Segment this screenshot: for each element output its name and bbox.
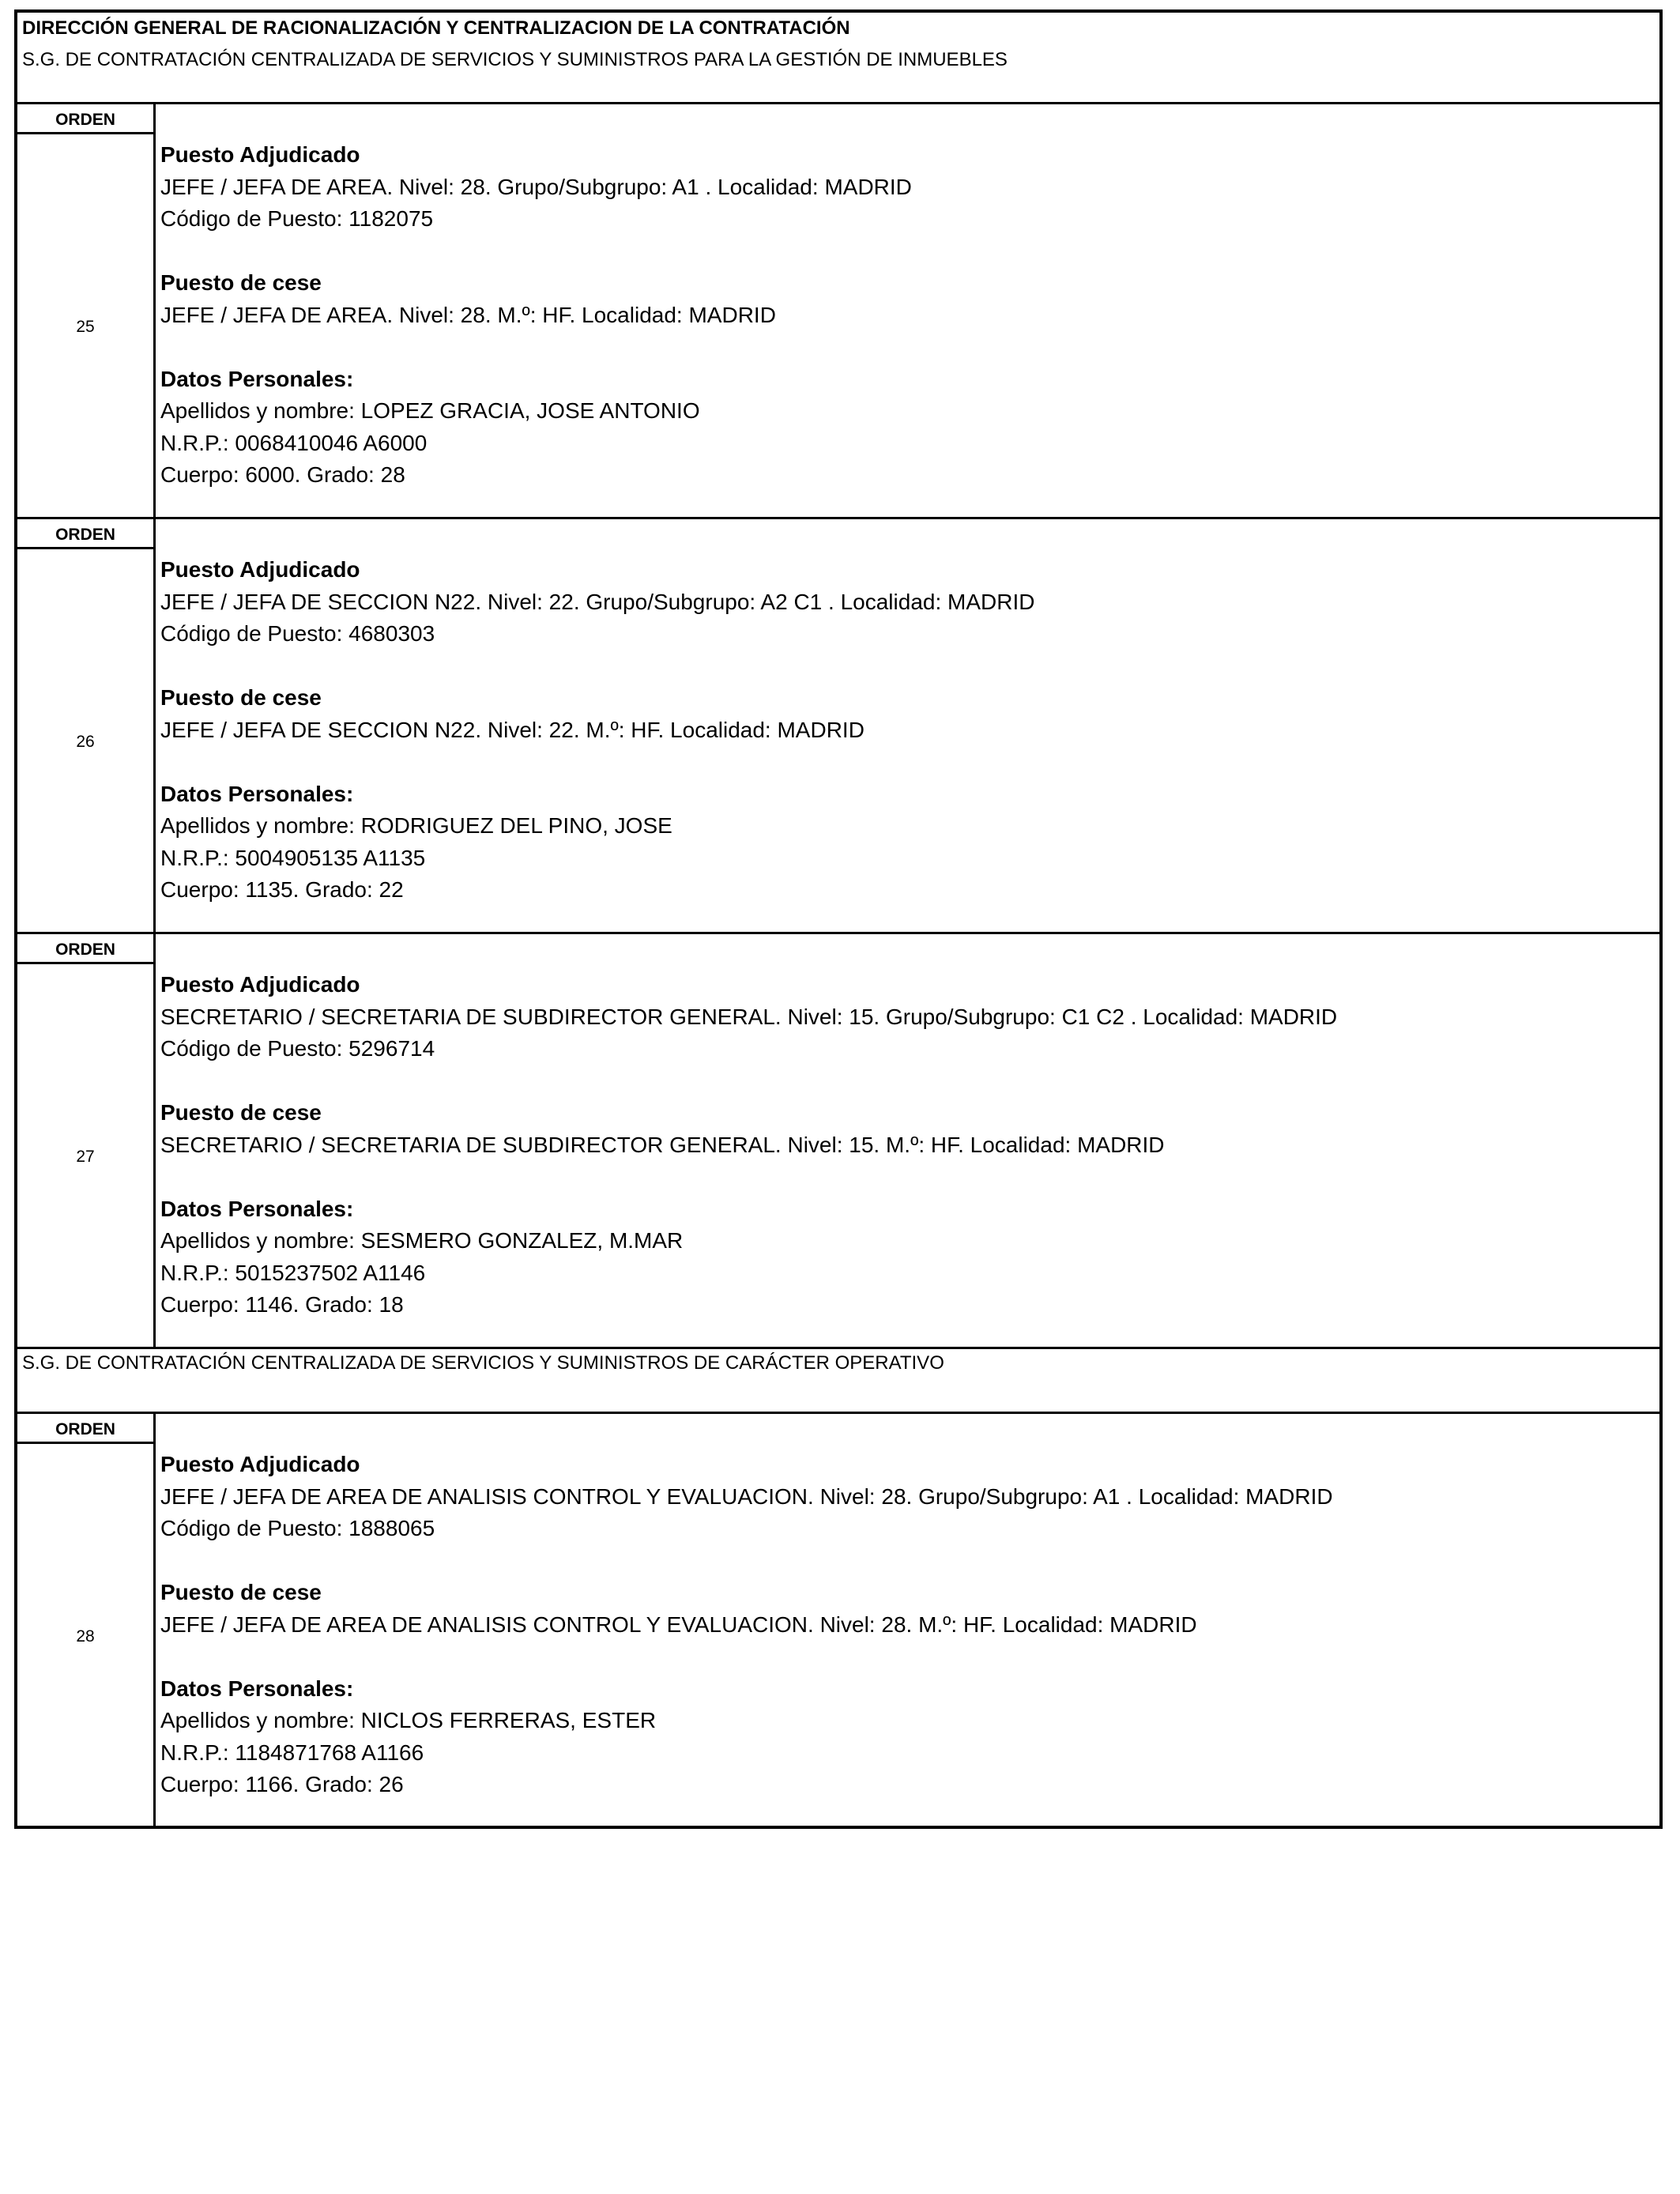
puesto-cese-text: JEFE / JEFA DE AREA. Nivel: 28. M.º: HF. Localidad: MADRID xyxy=(160,302,776,327)
header-block xyxy=(17,9,1659,104)
section-title: S.G. DE CONTRATACIÓN CENTRALIZADA DE SERVICIOS Y SUMINISTROS DE CARÁCTER OPERATIVO xyxy=(22,1352,944,1374)
puesto-cese-text: JEFE / JEFA DE AREA DE ANALISIS CONTROL Y EVALUACION. Nivel: 28. M.º: HF. Localidad: MADRID xyxy=(160,1612,1197,1637)
entry-row xyxy=(17,934,1659,1349)
puesto-cese-heading: Puesto de cese xyxy=(160,1100,322,1125)
codigo-puesto: Código de Puesto: 1888065 xyxy=(160,1516,435,1540)
datos-personales-heading: Datos Personales: xyxy=(160,781,354,806)
orden-label: ORDEN xyxy=(17,519,153,549)
puesto-cese-text: SECRETARIO / SECRETARIA DE SUBDIRECTOR GENERAL. Nivel: 15. M.º: HF. Localidad: MADRID xyxy=(160,1132,1165,1157)
nrp: N.R.P.: 5004905135 A1135 xyxy=(160,845,426,870)
orden-number: 27 xyxy=(76,1148,95,1166)
codigo-puesto: Código de Puesto: 4680303 xyxy=(160,621,435,646)
puesto-adjudicado-text: JEFE / JEFA DE AREA DE ANALISIS CONTROL Y EVALUACION. Nivel: 28. Grupo/Subgrupo: A1 . Localidad: MADRID xyxy=(160,1483,1333,1509)
entry-row xyxy=(17,519,1659,934)
nrp: N.R.P.: 0068410046 A6000 xyxy=(160,430,428,455)
codigo-puesto: Código de Puesto: 1182075 xyxy=(160,206,434,231)
orden-column xyxy=(17,104,156,517)
entry-content xyxy=(156,519,1659,932)
puesto-adjudicado-text: SECRETARIO / SECRETARIA DE SUBDIRECTOR GENERAL. Nivel: 15. Grupo/Subgrupo: C1 C2 . Localidad: MADRID xyxy=(160,1004,1338,1029)
orden-number: 26 xyxy=(76,733,95,751)
orden-number: 25 xyxy=(76,318,95,336)
puesto-cese-heading: Puesto de cese xyxy=(160,1580,322,1604)
apellidos-nombre: Apellidos y nombre: RODRIGUEZ DEL PINO, JOSE xyxy=(160,813,672,838)
apellidos-nombre: Apellidos y nombre: SESMERO GONZALEZ, M.MAR xyxy=(160,1228,684,1253)
puesto-cese-text: JEFE / JEFA DE SECCION N22. Nivel: 22. M.º: HF. Localidad: MADRID xyxy=(160,717,864,742)
orden-label: ORDEN xyxy=(17,1414,153,1444)
apellidos-nombre: Apellidos y nombre: LOPEZ GRACIA, JOSE ANTONIO xyxy=(160,398,700,423)
section-heading xyxy=(17,1349,1659,1414)
orden-label: ORDEN xyxy=(17,104,153,134)
puesto-adjudicado-heading: Puesto Adjudicado xyxy=(160,972,360,997)
datos-personales-heading: Datos Personales: xyxy=(160,1676,354,1701)
cuerpo-grado: Cuerpo: 1146. Grado: 18 xyxy=(160,1292,404,1317)
orden-number: 28 xyxy=(76,1627,95,1646)
puesto-adjudicado-heading: Puesto Adjudicado xyxy=(160,1452,360,1476)
nrp: N.R.P.: 5015237502 A1146 xyxy=(160,1260,426,1285)
orden-column xyxy=(17,934,156,1347)
codigo-puesto: Código de Puesto: 5296714 xyxy=(160,1036,435,1061)
cuerpo-grado: Cuerpo: 1166. Grado: 26 xyxy=(160,1772,404,1796)
entry-content xyxy=(156,1414,1659,1826)
entry-row xyxy=(17,1414,1659,1829)
datos-personales-heading: Datos Personales: xyxy=(160,366,354,391)
header-subtitle: S.G. DE CONTRATACIÓN CENTRALIZADA DE SERVICIOS Y SUMINISTROS PARA LA GESTIÓN DE INMUEBLES xyxy=(22,49,1008,70)
puesto-adjudicado-heading: Puesto Adjudicado xyxy=(160,142,360,167)
puesto-adjudicado-heading: Puesto Adjudicado xyxy=(160,557,360,582)
orden-column xyxy=(17,1414,156,1826)
entry-row xyxy=(17,104,1659,519)
apellidos-nombre: Apellidos y nombre: NICLOS FERRERAS, ESTER xyxy=(160,1708,657,1732)
puesto-cese-heading: Puesto de cese xyxy=(160,685,322,710)
document-table xyxy=(14,9,1663,1829)
header-title: DIRECCIÓN GENERAL DE RACIONALIZACIÓN Y CENTRALIZACION DE LA CONTRATACIÓN xyxy=(22,17,850,39)
puesto-cese-heading: Puesto de cese xyxy=(160,270,322,295)
nrp: N.R.P.: 1184871768 A1166 xyxy=(160,1740,424,1765)
orden-column xyxy=(17,519,156,932)
entry-content xyxy=(156,934,1659,1347)
puesto-adjudicado-text: JEFE / JEFA DE AREA. Nivel: 28. Grupo/Subgrupo: A1 . Localidad: MADRID xyxy=(160,174,912,199)
entry-content xyxy=(156,104,1659,517)
puesto-adjudicado-text: JEFE / JEFA DE SECCION N22. Nivel: 22. Grupo/Subgrupo: A2 C1 . Localidad: MADRID xyxy=(160,589,1035,614)
cuerpo-grado: Cuerpo: 6000. Grado: 28 xyxy=(160,462,405,487)
datos-personales-heading: Datos Personales: xyxy=(160,1196,354,1221)
cuerpo-grado: Cuerpo: 1135. Grado: 22 xyxy=(160,877,404,902)
orden-label: ORDEN xyxy=(17,934,153,964)
